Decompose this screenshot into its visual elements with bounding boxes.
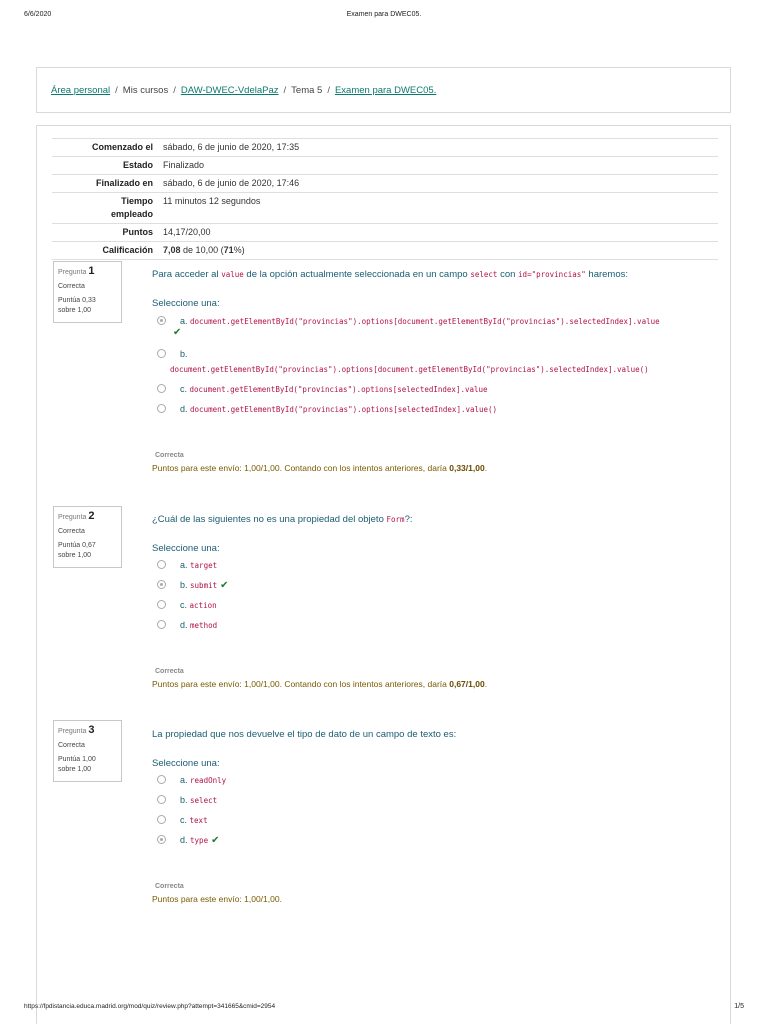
summary-value: sábado, 6 de junio de 2020, 17:35 (158, 139, 718, 157)
summary-row-points (52, 224, 718, 242)
breadcrumb-link-area-personal[interactable]: Área personal (51, 85, 111, 96)
attempt-summary-table (52, 138, 718, 260)
option-3c[interactable]: c. text (157, 815, 208, 825)
option-1b-code: document.getElementById("provincias").options[document.getElementById("provincias").selectedIndex].value() (170, 365, 649, 374)
select-prompt: Seleccione una: (152, 543, 220, 554)
summary-value: 7,08 de 10,00 (71%) (158, 242, 718, 260)
breadcrumb-separator: / (327, 85, 330, 96)
summary-value: 14,17/20,00 (158, 224, 718, 242)
select-prompt: Seleccione una: (152, 298, 220, 309)
breadcrumb-separator: / (173, 85, 176, 96)
checkmark-icon: ✔ (211, 835, 220, 846)
question-text-1: Para acceder al value de la opción actualmente seleccionada en un campo select con id="provincias" haremos: (152, 269, 629, 280)
radio-icon[interactable] (157, 560, 166, 569)
question-info-3: Pregunta 3 Correcta Puntúa 1,00 sobre 1,00 (53, 720, 122, 782)
breadcrumb (51, 85, 436, 96)
breadcrumb-container (36, 67, 731, 113)
radio-icon[interactable] (157, 815, 166, 824)
option-3d[interactable]: d. type ✔ (157, 835, 219, 846)
radio-icon[interactable] (157, 384, 166, 393)
radio-icon[interactable] (157, 580, 166, 589)
radio-icon[interactable] (157, 835, 166, 844)
summary-row-time (52, 193, 718, 224)
summary-label: Puntos (52, 224, 158, 242)
question-state: Correcta (58, 283, 85, 290)
summary-label: Finalizado en (52, 175, 158, 193)
summary-row-finished (52, 175, 718, 193)
feedback-state: Correcta (155, 452, 184, 459)
summary-label: Tiempo empleado (52, 193, 158, 224)
feedback-text: Puntos para este envío: 1,00/1,00. (152, 894, 282, 904)
radio-icon[interactable] (157, 316, 166, 325)
summary-label: Estado (52, 157, 158, 175)
feedback-text: Puntos para este envío: 1,00/1,00. Contando con los intentos anteriores, daría 0,33/1,00. (152, 463, 488, 473)
breadcrumb-separator: / (283, 85, 287, 96)
breadcrumb-link-exam[interactable]: Examen para DWEC05. (334, 85, 437, 96)
question-info-1: Pregunta 1 Correcta Puntúa 0,33 sobre 1,00 (53, 261, 122, 323)
question-info-2: Pregunta 2 Correcta Puntúa 0,67 sobre 1,00 (53, 506, 122, 568)
summary-value: sábado, 6 de junio de 2020, 17:46 (158, 175, 718, 193)
summary-row-state (52, 157, 718, 175)
option-1b[interactable]: b. (157, 349, 188, 359)
option-1c[interactable]: c. document.getElementById("provincias").options[selectedIndex].value (157, 384, 488, 394)
option-2c[interactable]: c. action (157, 600, 217, 610)
feedback-text: Puntos para este envío: 1,00/1,00. Contando con los intentos anteriores, daría 0,67/1,00. (152, 679, 488, 689)
print-page-number: 1/5 (734, 1003, 744, 1010)
summary-label: Comenzado el (52, 139, 158, 157)
option-1d[interactable]: d. document.getElementById("provincias").options[selectedIndex].value() (157, 404, 497, 414)
radio-icon[interactable] (157, 620, 166, 629)
radio-icon[interactable] (157, 404, 166, 413)
question-grade: Puntúa 0,33 sobre 1,00 (58, 297, 96, 314)
option-2d[interactable]: d. method (157, 620, 217, 630)
option-2a[interactable]: a. target (157, 560, 217, 570)
option-2b[interactable]: b. submit ✔ (157, 580, 229, 591)
question-text-3: La propiedad que nos devuelve el tipo de dato de un campo de texto es: (152, 729, 457, 740)
breadcrumb-item-mis-cursos: Mis cursos (122, 85, 169, 96)
summary-row-started (52, 139, 718, 157)
summary-value: 11 minutos 12 segundos (158, 193, 718, 224)
option-3a[interactable]: a. readOnly (157, 775, 226, 785)
question-grade: Puntúa 1,00 sobre 1,00 (58, 756, 96, 773)
breadcrumb-link-course[interactable]: DAW-DWEC-VdelaPaz (180, 85, 279, 96)
checkmark-icon: ✔ (220, 580, 229, 591)
print-title: Examen para DWEC05. (346, 11, 422, 18)
question-state: Correcta (58, 528, 85, 535)
breadcrumb-item-tema: Tema 5 (291, 85, 323, 96)
quiz-review-panel (36, 125, 731, 1024)
summary-label: Calificación (52, 242, 158, 260)
print-date: 6/6/2020 (24, 11, 52, 18)
radio-icon[interactable] (157, 795, 166, 804)
summary-row-grade (52, 242, 718, 260)
option-1a[interactable]: a. document.getElementById("provincias").options[document.getElementById("provincias").selectedIndex].value (157, 316, 660, 326)
question-grade: Puntúa 0,67 sobre 1,00 (58, 542, 96, 559)
option-3b[interactable]: b. select (157, 795, 217, 805)
radio-icon[interactable] (157, 600, 166, 609)
summary-value: Finalizado (158, 157, 718, 175)
checkmark-icon: ✔ (173, 327, 182, 338)
question-state: Correcta (58, 742, 85, 749)
feedback-state: Correcta (155, 668, 184, 675)
feedback-state: Correcta (155, 883, 184, 890)
select-prompt: Seleccione una: (152, 758, 220, 769)
question-text-2: ¿Cuál de las siguientes no es una propiedad del objeto Form?: (152, 514, 413, 525)
radio-icon[interactable] (157, 349, 166, 358)
breadcrumb-separator: / (115, 85, 118, 96)
print-url: https://fpdistancia.educa.madrid.org/mod/quiz/review.php?attempt=341665&cmid=2954 (24, 1003, 276, 1010)
radio-icon[interactable] (157, 775, 166, 784)
